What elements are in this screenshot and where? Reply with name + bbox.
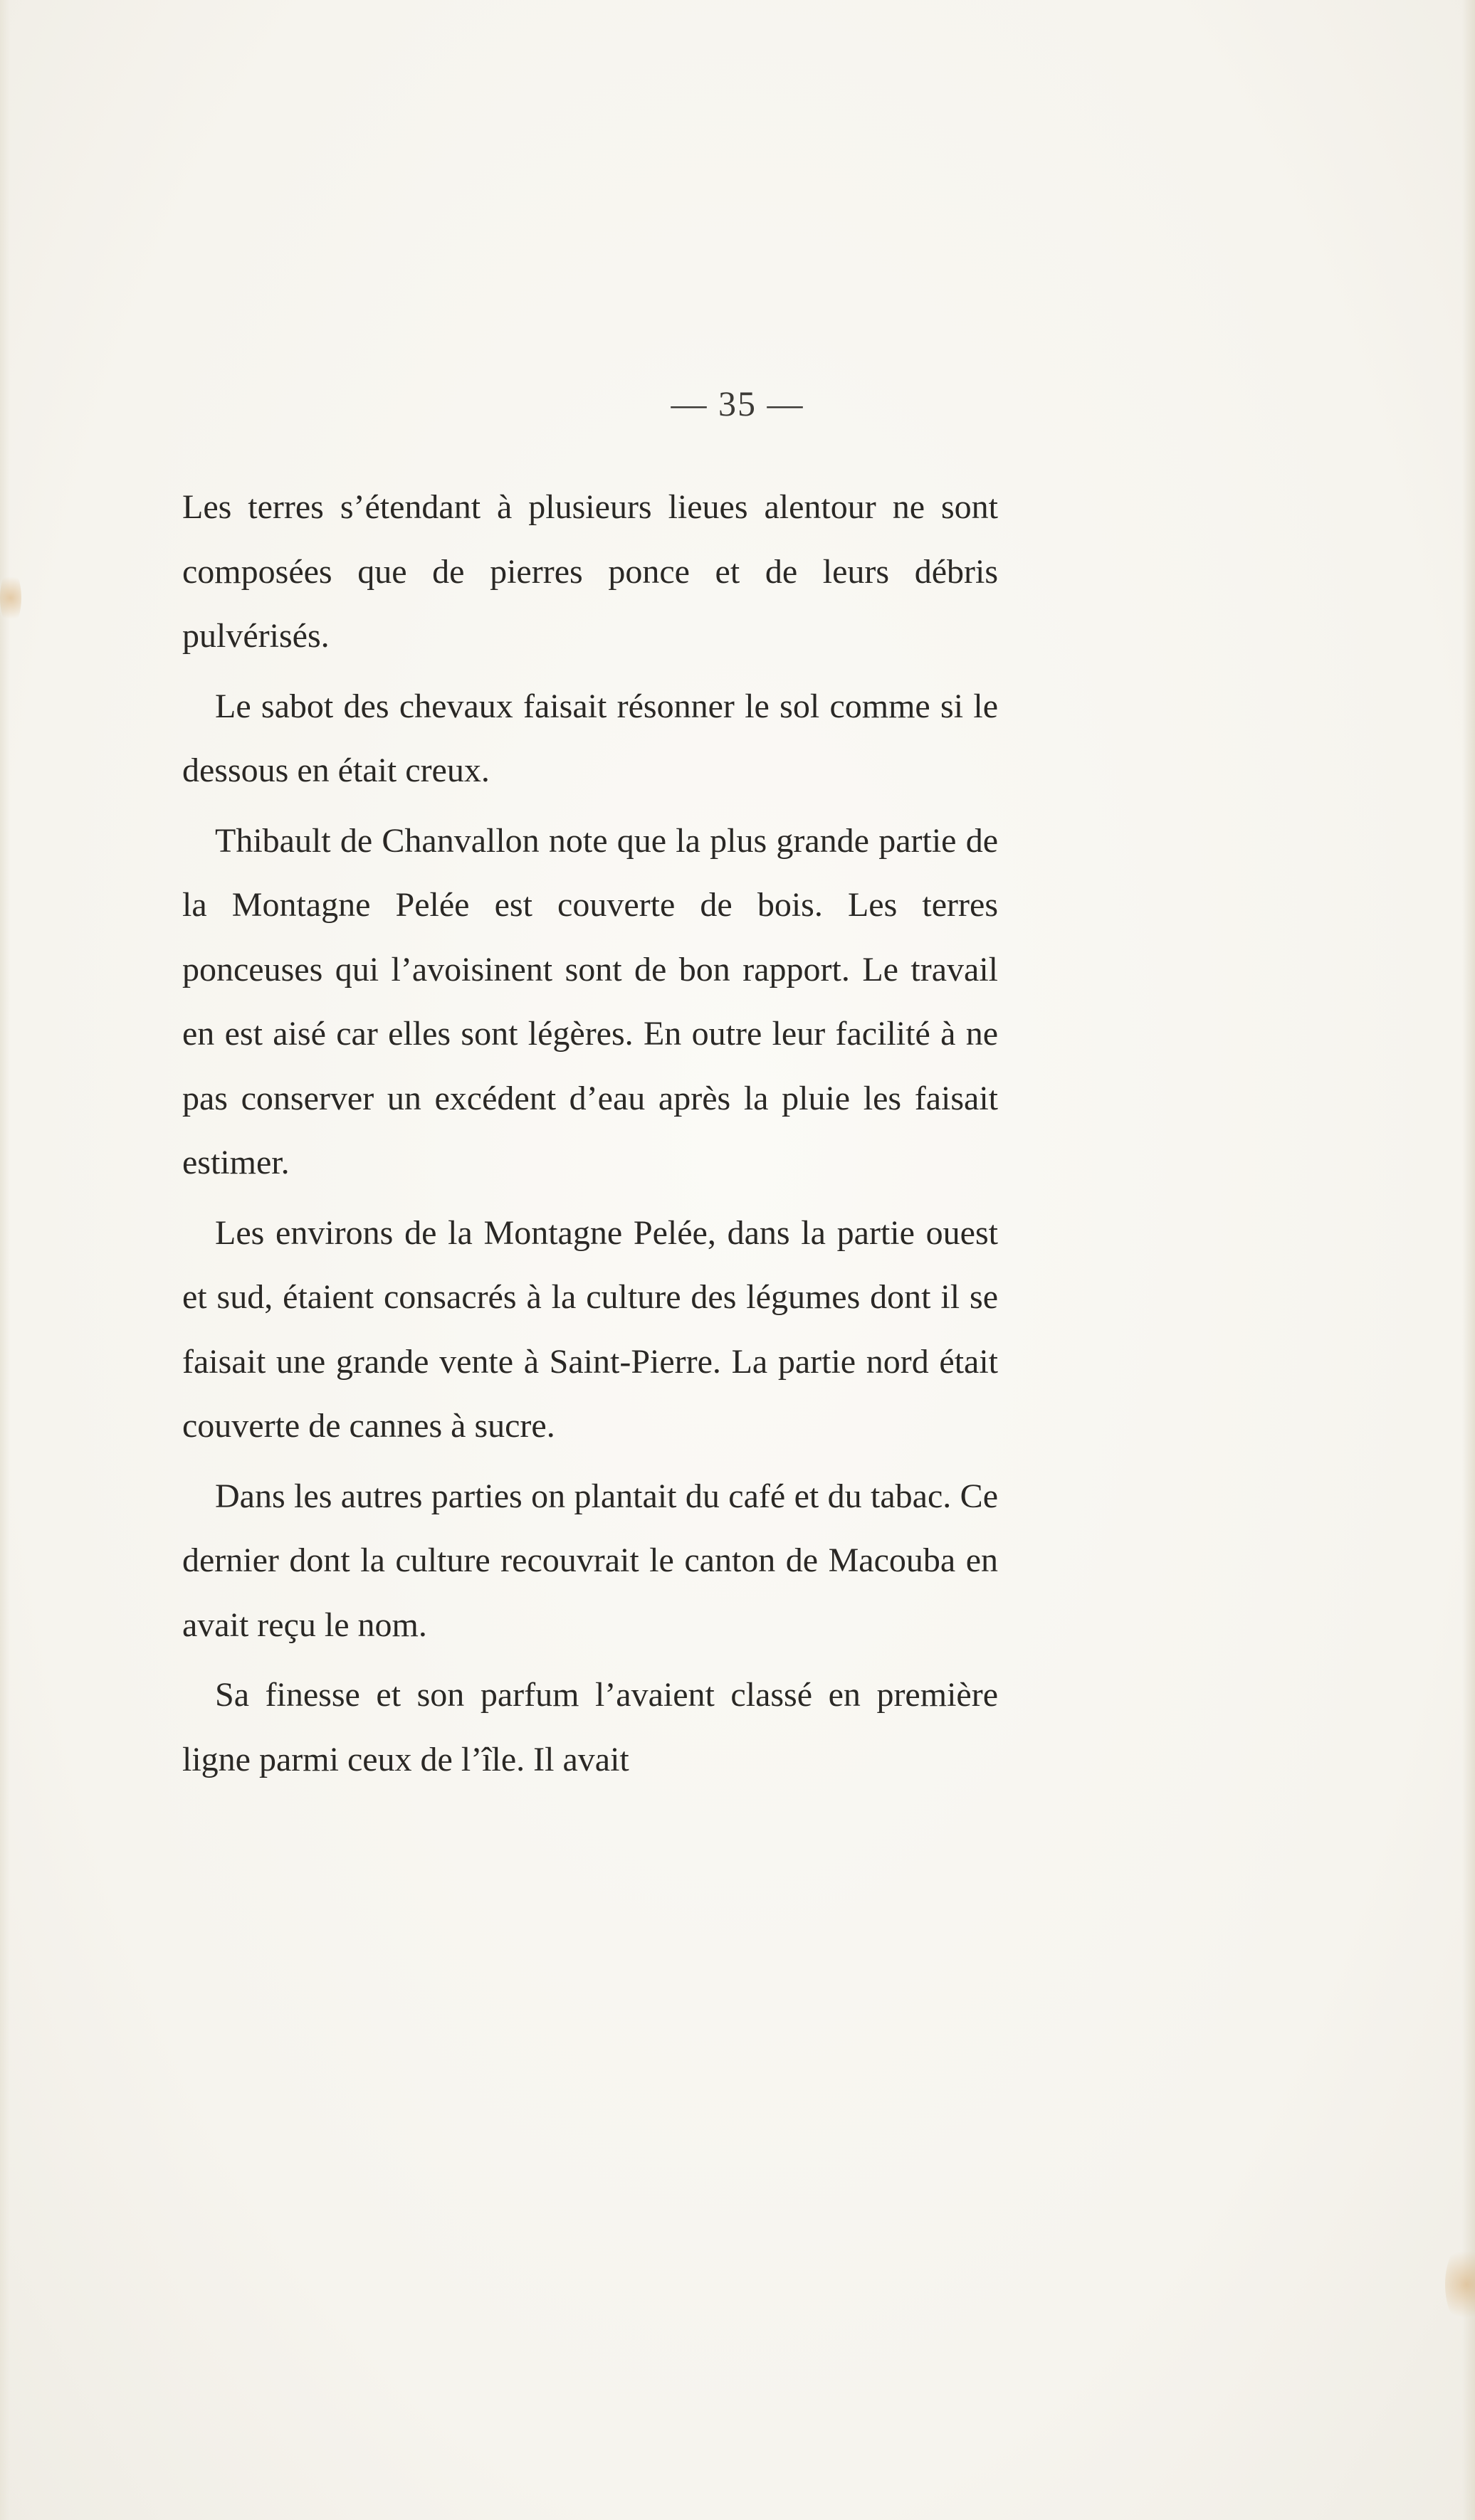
paper-stain xyxy=(1445,2242,1475,2327)
paper-stain xyxy=(0,569,21,626)
paragraph: Les environs de la Montagne Pelée, dans la partie ouest et sud, étaient consacrés à la culture des légumes dont il se faisait une grande vente à Saint-Pierre. La partie nord était couverte de cannes à sucre. xyxy=(182,1213,998,1445)
page-edge-left xyxy=(0,0,10,2520)
paragraph: Sa finesse et son parfum l’avaient classé en première ligne parmi ceux de l’île. Il avait xyxy=(182,1676,998,1778)
body-text xyxy=(182,475,998,1793)
page-edge-right xyxy=(1462,0,1475,2520)
page-number: — 35 — xyxy=(671,384,804,423)
paragraph: Thibault de Chanvallon note que la plus grande partie de la Montagne Pelée est couverte de bois. Les terres ponceuses qui l’avoisinent sont de bon rapport. Le travail en est aisé car elles sont légères. En outre leur facilité à ne pas conserver un excédent d’eau après la pluie les faisait estimer. xyxy=(182,821,998,1181)
paragraph: Le sabot des chevaux faisait résonner le sol comme si le dessous en était creux. xyxy=(182,687,998,789)
paragraph: Dans les autres parties on plantait du café et du tabac. Ce dernier dont la culture recouvrait le canton de Macouba en avait reçu le nom. xyxy=(182,1477,998,1644)
paragraph: Les terres s’étendant à plusieurs lieues alentour ne sont composées que de pierres ponce et de leurs débris pulvérisés. xyxy=(182,488,998,655)
